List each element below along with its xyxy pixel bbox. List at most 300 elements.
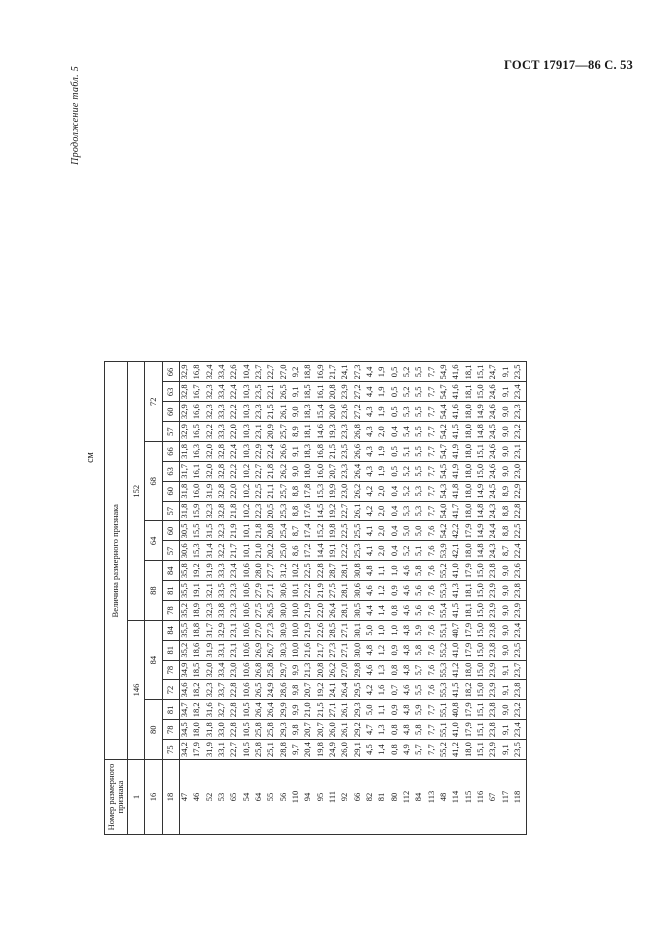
value-cell: 17,8 xyxy=(303,481,315,501)
value-cell: 18,3 xyxy=(303,402,315,422)
value-cell: 26,4 xyxy=(266,700,278,720)
value-cell: 27,2 xyxy=(353,402,365,422)
unit-label: см xyxy=(85,452,96,463)
value-cell: 27,0 xyxy=(279,362,291,382)
table-row xyxy=(340,362,352,835)
value-cell: 32,4 xyxy=(205,362,217,382)
value-cell: 9,0 xyxy=(501,601,513,621)
value-cell: 26,5 xyxy=(254,680,266,700)
value-cell: 23,9 xyxy=(488,660,500,680)
row-id-cell: 115 xyxy=(464,760,476,835)
value-cell: 15,0 xyxy=(476,561,488,581)
header-column-cell: 78 xyxy=(162,720,179,740)
value-cell: 26,1 xyxy=(279,402,291,422)
value-cell: 15,0 xyxy=(476,581,488,601)
value-cell: 16,6 xyxy=(192,402,204,422)
value-cell: 34,9 xyxy=(179,660,192,680)
value-cell: 20,4 xyxy=(303,740,315,760)
header-subgroup-cell: 80 xyxy=(145,700,162,760)
table-wrapper xyxy=(104,362,527,836)
value-cell: 8,6 xyxy=(291,541,303,561)
value-cell: 1,2 xyxy=(377,581,389,601)
value-cell: 26,1 xyxy=(340,720,352,740)
value-cell: 7,6 xyxy=(427,581,439,601)
value-cell: 26,1 xyxy=(340,700,352,720)
value-cell: 24,9 xyxy=(328,740,340,760)
value-cell: 22,5 xyxy=(303,561,315,581)
value-cell: 4,1 xyxy=(365,541,377,561)
value-cell: 1,0 xyxy=(390,561,402,581)
value-cell: 21,0 xyxy=(254,541,266,561)
header-subgroup-cell: 64 xyxy=(145,521,162,561)
value-cell: 9,0 xyxy=(501,442,513,462)
value-cell: 31,9 xyxy=(205,740,217,760)
value-cell: 23,8 xyxy=(513,680,526,700)
value-cell: 18,1 xyxy=(464,362,476,382)
value-cell: 9,0 xyxy=(501,402,513,422)
value-cell: 7,7 xyxy=(427,442,439,462)
row-id-cell: 110 xyxy=(291,760,303,835)
value-cell: 22,8 xyxy=(229,680,241,700)
value-cell: 20,0 xyxy=(328,402,340,422)
value-cell: 32,1 xyxy=(205,581,217,601)
row-id-cell: 81 xyxy=(377,760,389,835)
value-cell: 23,4 xyxy=(229,561,241,581)
table-row xyxy=(192,362,204,835)
value-cell: 17,9 xyxy=(464,700,476,720)
value-cell: 1,9 xyxy=(377,442,389,462)
value-cell: 31,8 xyxy=(179,501,192,521)
value-cell: 32,8 xyxy=(217,481,229,501)
value-cell: 1,4 xyxy=(377,740,389,760)
value-cell: 22,8 xyxy=(229,700,241,720)
value-cell: 16,1 xyxy=(192,461,204,481)
value-cell: 18,9 xyxy=(192,601,204,621)
value-cell: 18,1 xyxy=(464,581,476,601)
value-cell: 7,6 xyxy=(427,620,439,640)
value-cell: 5,8 xyxy=(414,720,426,740)
value-cell: 5,5 xyxy=(414,422,426,442)
value-cell: 23,0 xyxy=(229,660,241,680)
value-cell: 9,9 xyxy=(291,660,303,680)
value-cell: 41,0 xyxy=(451,720,463,740)
header-subgroup-cell: 68 xyxy=(145,442,162,522)
header-column-cell: 72 xyxy=(162,680,179,700)
value-cell: 10,0 xyxy=(291,640,303,660)
value-cell: 33,4 xyxy=(217,660,229,680)
value-cell: 31,8 xyxy=(179,442,192,462)
value-cell: 22,2 xyxy=(229,402,241,422)
value-cell: 28,0 xyxy=(254,561,266,581)
value-cell: 10,5 xyxy=(242,700,254,720)
value-cell: 1,9 xyxy=(377,402,389,422)
value-cell: 23,9 xyxy=(340,382,352,402)
value-cell: 9,1 xyxy=(291,442,303,462)
value-cell: 10,3 xyxy=(242,442,254,462)
value-cell: 22,5 xyxy=(513,521,526,541)
header-column-cell: 81 xyxy=(162,640,179,660)
value-cell: 23,3 xyxy=(254,402,266,422)
value-cell: 15,0 xyxy=(476,382,488,402)
value-cell: 24,6 xyxy=(488,402,500,422)
value-cell: 41,5 xyxy=(451,680,463,700)
value-cell: 30,5 xyxy=(179,521,192,541)
value-cell: 21,0 xyxy=(303,700,315,720)
value-cell: 16,3 xyxy=(192,442,204,462)
value-cell: 16,7 xyxy=(192,382,204,402)
value-cell: 21,3 xyxy=(303,660,315,680)
value-cell: 17,9 xyxy=(192,740,204,760)
value-cell: 41,3 xyxy=(451,581,463,601)
value-cell: 31,8 xyxy=(205,720,217,740)
value-cell: 24,5 xyxy=(488,481,500,501)
header-value-row-3: 18 xyxy=(162,760,179,835)
value-cell: 31,2 xyxy=(279,561,291,581)
value-cell: 15,5 xyxy=(192,521,204,541)
value-cell: 21,8 xyxy=(254,521,266,541)
header-group-cell: 152 xyxy=(127,362,144,620)
value-cell: 23,9 xyxy=(488,680,500,700)
value-cell: 54,3 xyxy=(439,481,451,501)
value-cell: 4,6 xyxy=(402,680,414,700)
value-cell: 23,0 xyxy=(340,481,352,501)
value-cell: 5,7 xyxy=(414,660,426,680)
value-cell: 18,8 xyxy=(192,620,204,640)
value-cell: 26,2 xyxy=(279,461,291,481)
value-cell: 21,8 xyxy=(266,461,278,481)
value-cell: 18,0 xyxy=(464,442,476,462)
value-cell: 22,4 xyxy=(229,442,241,462)
value-cell: 41,2 xyxy=(451,740,463,760)
value-cell: 15,0 xyxy=(476,601,488,621)
value-cell: 7,7 xyxy=(427,720,439,740)
table-row xyxy=(451,362,463,835)
value-cell: 21,7 xyxy=(316,640,328,660)
value-cell: 21,9 xyxy=(316,581,328,601)
value-cell: 28,7 xyxy=(328,561,340,581)
value-cell: 55,2 xyxy=(439,561,451,581)
value-cell: 19,2 xyxy=(328,501,340,521)
value-cell: 9,8 xyxy=(291,720,303,740)
value-cell: 0,4 xyxy=(390,541,402,561)
value-cell: 9,0 xyxy=(501,700,513,720)
value-cell: 8,7 xyxy=(291,521,303,541)
header-column-cell: 57 xyxy=(162,501,179,521)
value-cell: 33,4 xyxy=(217,362,229,382)
row-id-cell: 114 xyxy=(451,760,463,835)
value-cell: 19,9 xyxy=(328,481,340,501)
value-cell: 7,7 xyxy=(427,461,439,481)
value-cell: 23,3 xyxy=(340,461,352,481)
value-cell: 18,0 xyxy=(464,422,476,442)
value-cell: 14,8 xyxy=(476,541,488,561)
value-cell: 4,6 xyxy=(365,581,377,601)
value-cell: 1,0 xyxy=(390,620,402,640)
value-cell: 5,2 xyxy=(402,481,414,501)
table-body xyxy=(179,362,526,835)
value-cell: 14,9 xyxy=(476,402,488,422)
value-cell: 27,1 xyxy=(328,700,340,720)
value-cell: 4,4 xyxy=(365,362,377,382)
value-cell: 30,0 xyxy=(279,601,291,621)
value-cell: 26,0 xyxy=(340,740,352,760)
value-cell: 18,0 xyxy=(464,481,476,501)
value-cell: 0,4 xyxy=(390,501,402,521)
value-cell: 5,3 xyxy=(402,402,414,422)
value-cell: 22,7 xyxy=(266,362,278,382)
value-cell: 22,0 xyxy=(316,601,328,621)
value-cell: 32,2 xyxy=(205,422,217,442)
value-cell: 41,7 xyxy=(451,501,463,521)
value-cell: 41,5 xyxy=(451,422,463,442)
value-cell: 23,5 xyxy=(340,442,352,462)
value-cell: 22,6 xyxy=(316,620,328,640)
value-cell: 10,1 xyxy=(291,581,303,601)
value-cell: 4,6 xyxy=(402,561,414,581)
value-cell: 1,1 xyxy=(377,700,389,720)
value-cell: 18,1 xyxy=(464,382,476,402)
value-cell: 26,2 xyxy=(328,660,340,680)
row-id-cell: 116 xyxy=(476,760,488,835)
value-cell: 1,9 xyxy=(377,362,389,382)
value-cell: 4,3 xyxy=(365,461,377,481)
value-cell: 31,9 xyxy=(205,561,217,581)
value-cell: 28,5 xyxy=(328,620,340,640)
header-row-2 xyxy=(127,362,144,835)
value-cell: 23,0 xyxy=(513,461,526,481)
value-cell: 26,9 xyxy=(254,640,266,660)
value-cell: 27,9 xyxy=(254,581,266,601)
value-cell: 7,7 xyxy=(427,382,439,402)
value-cell: 15,0 xyxy=(476,660,488,680)
value-cell: 21,5 xyxy=(316,700,328,720)
value-cell: 23,1 xyxy=(513,442,526,462)
values-header-cell: Величина размерного признака xyxy=(105,362,128,760)
value-cell: 17,9 xyxy=(464,521,476,541)
value-cell: 17,2 xyxy=(303,541,315,561)
row-id-cell: 53 xyxy=(217,760,229,835)
header-column-cell: 66 xyxy=(162,442,179,462)
value-cell: 32,3 xyxy=(205,601,217,621)
value-cell: 10,2 xyxy=(242,501,254,521)
value-cell: 23,2 xyxy=(513,700,526,720)
value-cell: 22,7 xyxy=(254,461,266,481)
value-cell: 26,4 xyxy=(328,601,340,621)
value-cell: 19,8 xyxy=(316,740,328,760)
value-cell: 31,6 xyxy=(205,700,217,720)
value-cell: 28,1 xyxy=(340,561,352,581)
value-cell: 23,3 xyxy=(229,581,241,601)
value-cell: 7,6 xyxy=(427,660,439,680)
value-cell: 15,0 xyxy=(476,640,488,660)
value-cell: 29,3 xyxy=(279,720,291,740)
value-cell: 7,6 xyxy=(427,561,439,581)
value-cell: 10,6 xyxy=(242,620,254,640)
value-cell: 15,3 xyxy=(316,481,328,501)
value-cell: 7,7 xyxy=(427,402,439,422)
value-cell: 54,0 xyxy=(439,501,451,521)
row-id-cell: 92 xyxy=(340,760,352,835)
value-cell: 21,7 xyxy=(229,541,241,561)
value-cell: 18,0 xyxy=(464,660,476,680)
value-cell: 9,1 xyxy=(501,680,513,700)
value-cell: 24,1 xyxy=(340,362,352,382)
value-cell: 17,9 xyxy=(464,640,476,660)
value-cell: 5,2 xyxy=(402,382,414,402)
value-cell: 31,7 xyxy=(205,620,217,640)
value-cell: 23,8 xyxy=(513,581,526,601)
value-cell: 5,4 xyxy=(402,422,414,442)
value-cell: 22,9 xyxy=(254,442,266,462)
value-cell: 22,5 xyxy=(254,481,266,501)
value-cell: 0,5 xyxy=(390,442,402,462)
value-cell: 15,1 xyxy=(476,700,488,720)
header-column-cell: 57 xyxy=(162,541,179,561)
measurement-table xyxy=(104,362,527,836)
value-cell: 5,0 xyxy=(414,521,426,541)
header-group-cell: 146 xyxy=(127,620,144,759)
value-cell: 32,0 xyxy=(205,660,217,680)
value-cell: 22,2 xyxy=(229,461,241,481)
value-cell: 5,5 xyxy=(414,382,426,402)
value-cell: 26,6 xyxy=(353,442,365,462)
row-header-label-cell: Номер размерного признака xyxy=(105,760,128,835)
value-cell: 23,9 xyxy=(488,740,500,760)
value-cell: 18,2 xyxy=(192,680,204,700)
value-cell: 18,8 xyxy=(303,362,315,382)
row-id-cell: 80 xyxy=(390,760,402,835)
value-cell: 55,4 xyxy=(439,601,451,621)
value-cell: 16,0 xyxy=(192,481,204,501)
value-cell: 25,4 xyxy=(279,521,291,541)
value-cell: 1,4 xyxy=(377,601,389,621)
value-cell: 5,0 xyxy=(365,620,377,640)
value-cell: 17,6 xyxy=(303,501,315,521)
value-cell: 31,4 xyxy=(205,541,217,561)
value-cell: 54,4 xyxy=(439,402,451,422)
value-cell: 22,2 xyxy=(303,581,315,601)
value-cell: 26,6 xyxy=(279,442,291,462)
value-cell: 22,4 xyxy=(513,541,526,561)
value-cell: 42,1 xyxy=(451,541,463,561)
value-cell: 23,3 xyxy=(340,422,352,442)
value-cell: 23,9 xyxy=(488,581,500,601)
value-cell: 33,4 xyxy=(217,382,229,402)
value-cell: 18,1 xyxy=(303,422,315,442)
value-cell: 28,8 xyxy=(279,740,291,760)
value-cell: 25,8 xyxy=(254,720,266,740)
value-cell: 1,3 xyxy=(377,660,389,680)
value-cell: 0,8 xyxy=(390,740,402,760)
value-cell: 10,4 xyxy=(242,362,254,382)
value-cell: 53,9 xyxy=(439,541,451,561)
value-cell: 23,3 xyxy=(513,402,526,422)
value-cell: 21,9 xyxy=(303,620,315,640)
row-id-cell: 47 xyxy=(179,760,192,835)
value-cell: 21,8 xyxy=(229,501,241,521)
value-cell: 27,5 xyxy=(254,601,266,621)
value-cell: 22,4 xyxy=(229,382,241,402)
value-cell: 35,5 xyxy=(179,581,192,601)
value-cell: 40,7 xyxy=(451,620,463,640)
value-cell: 20,9 xyxy=(266,422,278,442)
value-cell: 22,9 xyxy=(513,481,526,501)
value-cell: 5,3 xyxy=(414,501,426,521)
value-cell: 9,0 xyxy=(501,620,513,640)
value-cell: 26,4 xyxy=(353,461,365,481)
value-cell: 2,0 xyxy=(377,541,389,561)
table-continuation-label: Продолжение табл. 5 xyxy=(70,66,81,165)
value-cell: 5,2 xyxy=(402,461,414,481)
value-cell: 4,8 xyxy=(402,720,414,740)
row-id-cell: 111 xyxy=(328,760,340,835)
value-cell: 26,4 xyxy=(340,680,352,700)
header-row-1 xyxy=(105,362,128,835)
value-cell: 29,2 xyxy=(353,720,365,740)
value-cell: 4,6 xyxy=(402,581,414,601)
value-cell: 35,5 xyxy=(179,620,192,640)
value-cell: 25,0 xyxy=(279,541,291,561)
value-cell: 17,9 xyxy=(464,720,476,740)
value-cell: 22,8 xyxy=(229,720,241,740)
header-column-cell: 75 xyxy=(162,740,179,760)
value-cell: 30,8 xyxy=(353,561,365,581)
row-id-cell: 67 xyxy=(488,760,500,835)
value-cell: 23,3 xyxy=(229,601,241,621)
value-cell: 10,6 xyxy=(242,660,254,680)
value-cell: 16,8 xyxy=(192,362,204,382)
value-cell: 26,8 xyxy=(254,660,266,680)
value-cell: 35,2 xyxy=(179,601,192,621)
value-cell: 23,8 xyxy=(488,561,500,581)
value-cell: 9,1 xyxy=(501,362,513,382)
value-cell: 9,0 xyxy=(501,461,513,481)
value-cell: 18,6 xyxy=(192,640,204,660)
value-cell: 34,2 xyxy=(179,740,192,760)
value-cell: 4,6 xyxy=(402,601,414,621)
row-id-cell: 55 xyxy=(266,760,278,835)
value-cell: 20,8 xyxy=(328,382,340,402)
value-cell: 30,1 xyxy=(353,620,365,640)
value-cell: 24,3 xyxy=(488,501,500,521)
value-cell: 25,8 xyxy=(266,720,278,740)
value-cell: 1,0 xyxy=(377,620,389,640)
value-cell: 15,1 xyxy=(476,720,488,740)
row-id-cell: 113 xyxy=(427,760,439,835)
value-cell: 4,5 xyxy=(365,740,377,760)
value-cell: 18,0 xyxy=(303,461,315,481)
value-cell: 10,2 xyxy=(242,481,254,501)
value-cell: 24,6 xyxy=(488,461,500,481)
header-column-cell: 84 xyxy=(162,561,179,581)
value-cell: 27,3 xyxy=(328,640,340,660)
value-cell: 24,5 xyxy=(488,422,500,442)
value-cell: 28,6 xyxy=(279,680,291,700)
value-cell: 20,7 xyxy=(316,720,328,740)
value-cell: 7,7 xyxy=(427,362,439,382)
value-cell: 41,8 xyxy=(451,481,463,501)
value-cell: 32,8 xyxy=(217,442,229,462)
value-cell: 9,1 xyxy=(501,740,513,760)
value-cell: 18,1 xyxy=(464,601,476,621)
value-cell: 29,8 xyxy=(353,660,365,680)
value-cell: 10,2 xyxy=(291,561,303,581)
value-cell: 5,0 xyxy=(402,521,414,541)
value-cell: 22,1 xyxy=(266,382,278,402)
value-cell: 16,9 xyxy=(316,362,328,382)
value-cell: 32,8 xyxy=(179,382,192,402)
value-cell: 17,9 xyxy=(464,561,476,581)
